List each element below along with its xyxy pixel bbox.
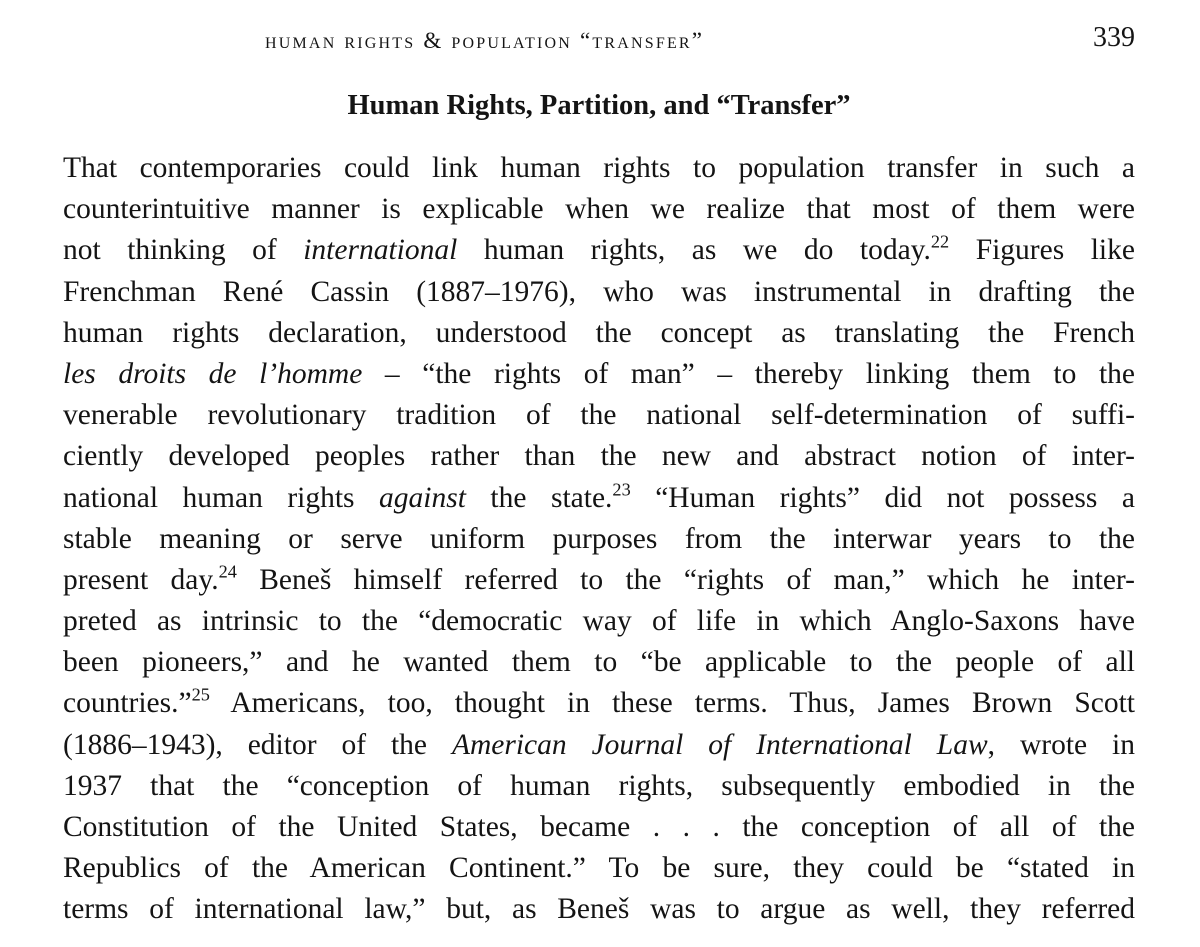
text-run: national human rights: [63, 481, 380, 514]
italic-phrase: international: [303, 234, 458, 267]
text-line: [63, 189, 1135, 230]
text-run: present day.: [63, 563, 219, 596]
text-run: terms of international law,” but, as Beneš was to argue as well, they referred: [63, 893, 1135, 926]
text-line: [63, 230, 1135, 271]
footnote-ref: 23: [612, 479, 631, 500]
text-line: [63, 272, 1135, 313]
text-run: the state.: [465, 481, 613, 514]
body-paragraph: [63, 148, 1135, 931]
text-run: counterintuitive manner is explicable when we realize that most of them were: [63, 193, 1135, 226]
text-run: Beneš himself referred to the “rights of man,” which he inter-: [236, 563, 1135, 596]
section-title: Human Rights, Partition, and “Transfer”: [347, 90, 851, 121]
text-line: [63, 889, 1135, 930]
text-line: [63, 642, 1135, 683]
text-run: , wrote in: [987, 728, 1135, 761]
italic-phrase: American Journal of International Law: [451, 728, 988, 761]
running-head-title: human rights & population “transfer”: [265, 28, 705, 53]
text-line: [63, 395, 1135, 436]
text-run: venerable revolutionary tradition of the national self-determination of suffi-: [63, 399, 1135, 432]
text-line: [63, 519, 1135, 560]
text-line: [63, 725, 1135, 766]
text-line: [63, 601, 1135, 642]
text-line: [63, 436, 1135, 477]
text-run: stable meaning or serve uniform purposes from the interwar years to the: [63, 522, 1135, 555]
text-line: [63, 560, 1135, 601]
text-line: [63, 148, 1135, 189]
text-run: Figures like: [949, 234, 1135, 267]
text-run: – “the rights of man” – thereby linking them to the: [362, 357, 1135, 390]
page-number: 339: [1093, 22, 1135, 53]
text-run: human rights, as we do today.: [457, 234, 931, 267]
text-run: Americans, too, thought in these terms. Thus, James Brown Scott: [209, 687, 1135, 720]
text-run: human rights declaration, understood the concept as translating the French: [63, 316, 1135, 349]
running-head: [63, 20, 1135, 64]
text-run: not thinking of: [63, 234, 304, 267]
italic-phrase: les droits de l’homme: [63, 357, 363, 390]
italic-phrase: against: [379, 481, 466, 514]
footnote-ref: 22: [930, 232, 950, 253]
text-run: “Human rights” did not possess a: [630, 481, 1135, 514]
text-line: [63, 766, 1135, 807]
text-run: (1886–1943), editor of the: [63, 728, 452, 761]
text-line: [63, 313, 1135, 354]
text-run: Republics of the American Continent.” To be sure, they could be “stated in: [63, 852, 1135, 885]
text-run: preted as intrinsic to the “democratic way of life in which Anglo-Saxons have: [63, 605, 1135, 638]
text-line: [63, 354, 1135, 395]
text-run: ciently developed peoples rather than the new and abstract notion of inter-: [63, 440, 1135, 473]
text-run: 1937 that the “conception of human rights, subsequently embodied in the: [63, 769, 1135, 802]
text-run: Constitution of the United States, became . . . the conception of all of the: [63, 811, 1135, 843]
text-line: [63, 683, 1135, 724]
text-line: [63, 848, 1135, 889]
text-run: That contemporaries could link human rights to population transfer in such a: [63, 152, 1135, 184]
text-line: [63, 807, 1135, 848]
text-line: [63, 478, 1135, 519]
footnote-ref: 25: [191, 685, 210, 706]
text-run: countries.”: [63, 687, 192, 720]
text-run: Frenchman René Cassin (1887–1976), who was instrumental in drafting the: [63, 275, 1135, 308]
text-run: been pioneers,” and he wanted them to “be applicable to the people of all: [63, 646, 1135, 679]
footnote-ref: 24: [218, 561, 237, 582]
